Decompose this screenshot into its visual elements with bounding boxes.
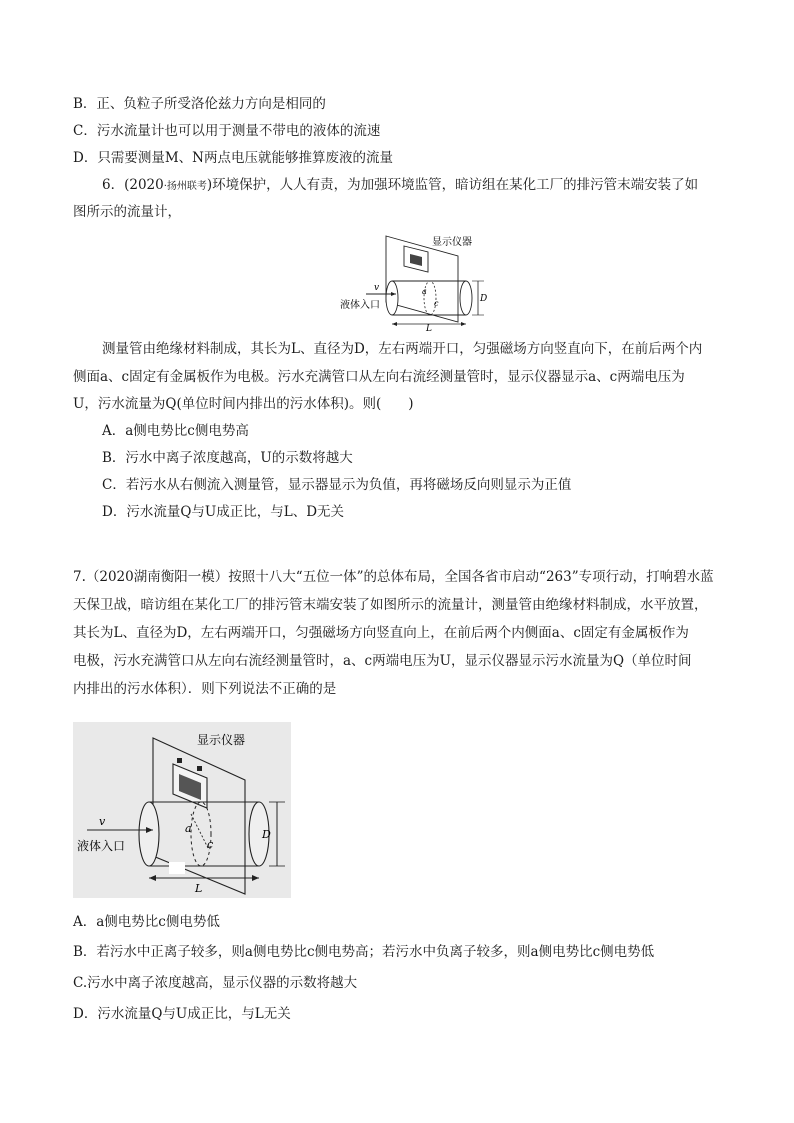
q5-option-b: B．正、负粒子所受洛伦兹力方向是相同的 [73, 96, 326, 112]
q7-inlet-label: 液体入口 [77, 839, 126, 853]
q6-a-label: a [422, 287, 427, 296]
q6-number: 6．(2020 [102, 177, 164, 193]
q6-display-label: 显示仪器 [432, 237, 472, 248]
q6-intro-line2: 图所示的流量计， [73, 204, 181, 220]
q7-option-c: C.污水中离子浓度越高，显示仪器的示数将越大 [73, 975, 358, 991]
q7-D-label: D [262, 828, 271, 841]
q6-option-b: B．污水中离子浓度越高，U的示数将越大 [102, 450, 353, 466]
q6-option-a: A．a侧电势比c侧电势高 [102, 423, 249, 439]
q7-display-label: 显示仪器 [197, 733, 246, 747]
q7-c-label: c [207, 838, 214, 851]
q7-body-line4: 电极，污水充满管口从左向右流经测量管时，a、c两端电压为U，显示仪器显示污水流量为Q（单位时间 [73, 653, 692, 669]
q7-v-label: v [99, 815, 106, 828]
q6-c-label: c [434, 299, 439, 308]
q7-display-icon [173, 758, 207, 808]
q6-body-line2: 侧面a、c固定有金属板作为电极。污水充满管口从左向右流经测量管时，显示仪器显示a、c两端电压为 [73, 369, 685, 385]
q6-intro [102, 176, 698, 196]
q6-body-line1: 测量管由绝缘材料制成，其长为L、直径为D，左右两端开口，匀强磁场方向竖直向下，在前后两个内 [102, 341, 703, 357]
q6-L-label: L [426, 324, 432, 332]
q6-option-d: D．污水流量Q与U成正比，与L、D无关 [102, 504, 345, 520]
q7-option-d: D．污水流量Q与U成正比，与L无关 [73, 1006, 291, 1022]
q6-body-line3: U，污水流量为Q(单位时间内排出的污水体积)。则( ) [73, 396, 414, 412]
q7-flowmeter-figure [73, 722, 291, 898]
q6-source: ·扬州联考 [163, 181, 207, 192]
q5-option-d: D．只需要测量M、N两点电压就能够推算废液的流量 [73, 150, 393, 166]
q7-body-line3: 其长为L、直径为D，左右两端开口，匀强磁场方向竖直向上，在前后两个内侧面a、c固定有金属板作为 [73, 625, 689, 641]
q6-intro-text: )环境保护，人人有责，为加强环境监管，暗访组在某化工厂的排污管末端安装了如 [206, 177, 699, 193]
q6-option-c: C．若污水从右侧流入测量管，显示器显示为负值，再将磁场反向则显示为正值 [102, 477, 572, 493]
q7-body-line2: 天保卫战，暗访组在某化工厂的排污管末端安装了如图所示的流量计，测量管由绝缘材料制成，水平放置， [73, 597, 708, 613]
q6-inlet-label: 液体入口 [340, 300, 380, 311]
q7-body-line1: 7.（2020湖南衡阳一模）按照十八大“五位一体”的总体布局，全国各省市启动“263”专项行动，打响碧水蓝 [73, 569, 714, 585]
q6-display-icon [404, 246, 428, 272]
q7-body-line5: 内排出的污水体积）．则下列说法不正确的是 [73, 681, 337, 697]
q6-v-label: v [374, 283, 380, 293]
q6-flowmeter-figure [338, 232, 488, 332]
q7-option-b: B．若污水中正离子较多，则a侧电势比c侧电势高；若污水中负离子较多，则a侧电势比c侧电势低 [73, 944, 655, 960]
q7-a-label: a [185, 822, 192, 835]
q7-L-label: L [195, 882, 203, 895]
q5-option-c: C．污水流量计也可以用于测量不带电的液体的流速 [73, 123, 381, 139]
q7-option-a: A．a侧电势比c侧电势低 [73, 914, 220, 930]
q6-D-label: D [480, 294, 488, 304]
